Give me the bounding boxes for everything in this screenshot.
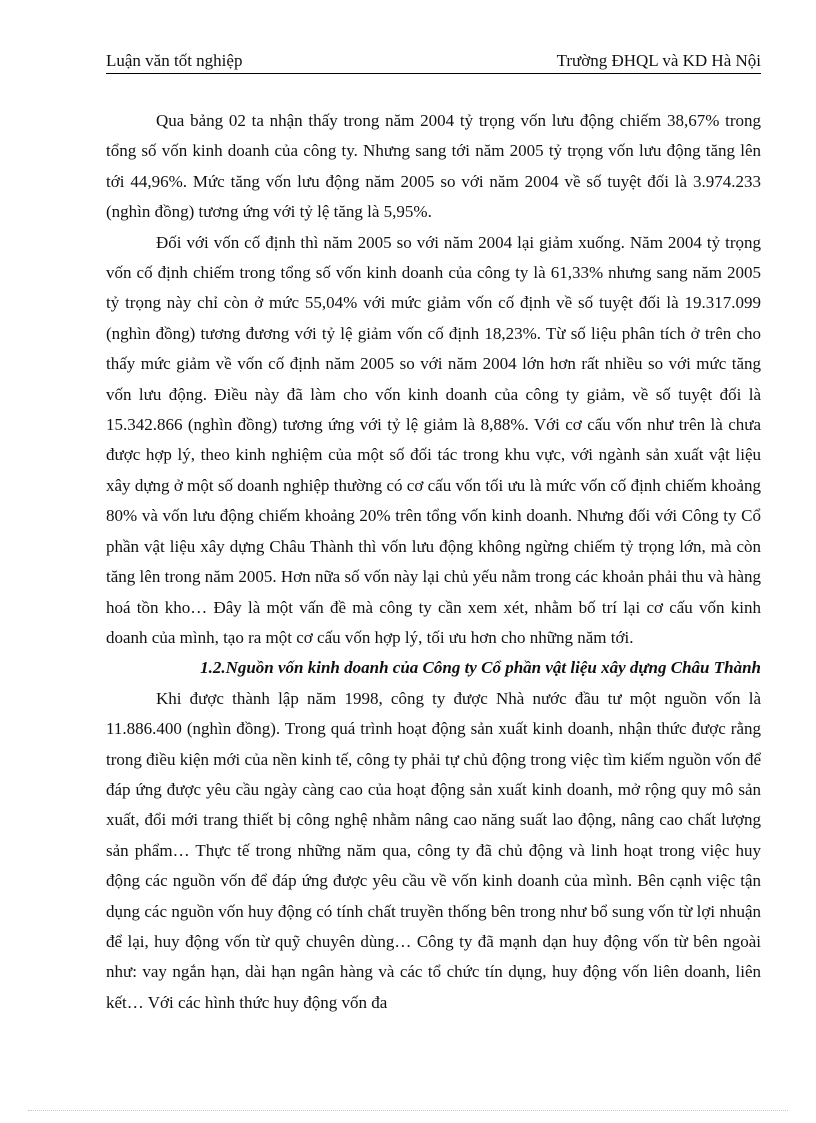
header-right-school: Trường ĐHQL và KD Hà Nội	[556, 51, 761, 70]
header-left-title: Luận văn tốt nghiệp	[106, 51, 243, 70]
paragraph-fixed-capital: Đối với vốn cố định thì năm 2005 so với năm 2004 lại giảm xuống. Năm 2004 tỷ trọng vốn cố định chiếm trong tổng số vốn kinh doanh của công ty là 61,33% nhưng sang năm 2005 tỷ trọng này chỉ còn ở mức 55,04% với mức giảm vốn cố định về số tuyệt đối là 19.317.099 (nghìn đồng) tương đương với tỷ lệ giảm vốn cố định 18,23%. Từ số liệu phân tích ở trên cho thấy mức giảm về vốn cố định năm 2005 so với năm 2004 lớn hơn rất nhiều so với mức tăng vốn lưu động. Điều này đã làm cho vốn kinh doanh của công ty giảm, về số tuyệt đối là 15.342.866 (nghìn đồng) tương ứng với tỷ lệ giảm là 8,88%. Với cơ cấu vốn như trên là chưa được hợp lý, theo kinh nghiệm của một số đối tác trong khu vực, với ngành sản xuất vật liệu xây dựng ở một số doanh nghiệp thường có cơ cấu vốn tối ưu là mức vốn cố định chiếm khoảng 80% và vốn lưu động chiếm khoảng 20% trên tổng vốn kinh doanh. Nhưng đối với Công ty Cổ phần vật liệu xây dựng Châu Thành thì vốn lưu động không ngừng chiếm tỷ trọng lớn, mà còn tăng lên trong năm 2005. Hơn nữa số vốn này lại chủ yếu nằm trong các khoản phải thu và hàng hoá tồn kho… Đây là một vấn đề mà công ty cần xem xét, nhằm bố trí lại cơ cấu vốn kinh doanh của mình, tạo ra một cơ cấu vốn hợp lý, tối ưu hơn cho những năm tới.	[106, 232, 761, 647]
paragraph-working-capital: Qua bảng 02 ta nhận thấy trong năm 2004 tỷ trọng vốn lưu động chiếm 38,67% trong tổng số vốn kinh doanh của công ty. Nhưng sang tới năm 2005 tỷ trọng vốn lưu động tăng lên tới 44,96%. Mức tăng vốn lưu động năm 2005 so với năm 2004 về số tuyệt đối là 3.974.233 (nghìn đồng) tương ứng với tỷ lệ tăng là 5,95%.	[106, 111, 761, 222]
page-header	[106, 50, 761, 74]
section-heading: 1.2.Nguồn vốn kinh doanh của Công ty Cổ phần vật liệu xây dựng Châu Thành	[200, 658, 761, 678]
document-body	[106, 106, 761, 1018]
paragraph-capital-sources: Khi được thành lập năm 1998, công ty được Nhà nước đầu tư một nguồn vốn là 11.886.400 (nghìn đồng). Trong quá trình hoạt động sản xuất kinh doanh, nhận thức được rằng trong điều kiện mới của nền kinh tế, công ty phải tự chủ động trong việc tìm kiếm nguồn vốn để đáp ứng được yêu cầu ngày càng cao của hoạt động sản xuất kinh doanh, mở rộng quy mô sản xuất, đổi mới trang thiết bị công nghệ nhằm nâng cao năng suất lao động, nâng cao chất lượng sản phẩm… Thực tế trong những năm qua, công ty đã chủ động và linh hoạt trong việc huy động các nguồn vốn để đáp ứng được yêu cầu về vốn kinh doanh của mình. Bên cạnh việc tận dụng các nguồn vốn huy động có tính chất truyền thống bên trong như bổ sung vốn từ lợi nhuận để lại, huy động vốn từ quỹ chuyên dùng… Công ty đã mạnh dạn huy động vốn từ bên ngoài như: vay ngắn hạn, dài hạn ngân hàng và các tổ chức tín dụng, huy động vốn liên doanh, liên kết… Với các hình thức huy động vốn đa	[106, 688, 761, 1012]
footer-divider	[28, 1110, 788, 1111]
